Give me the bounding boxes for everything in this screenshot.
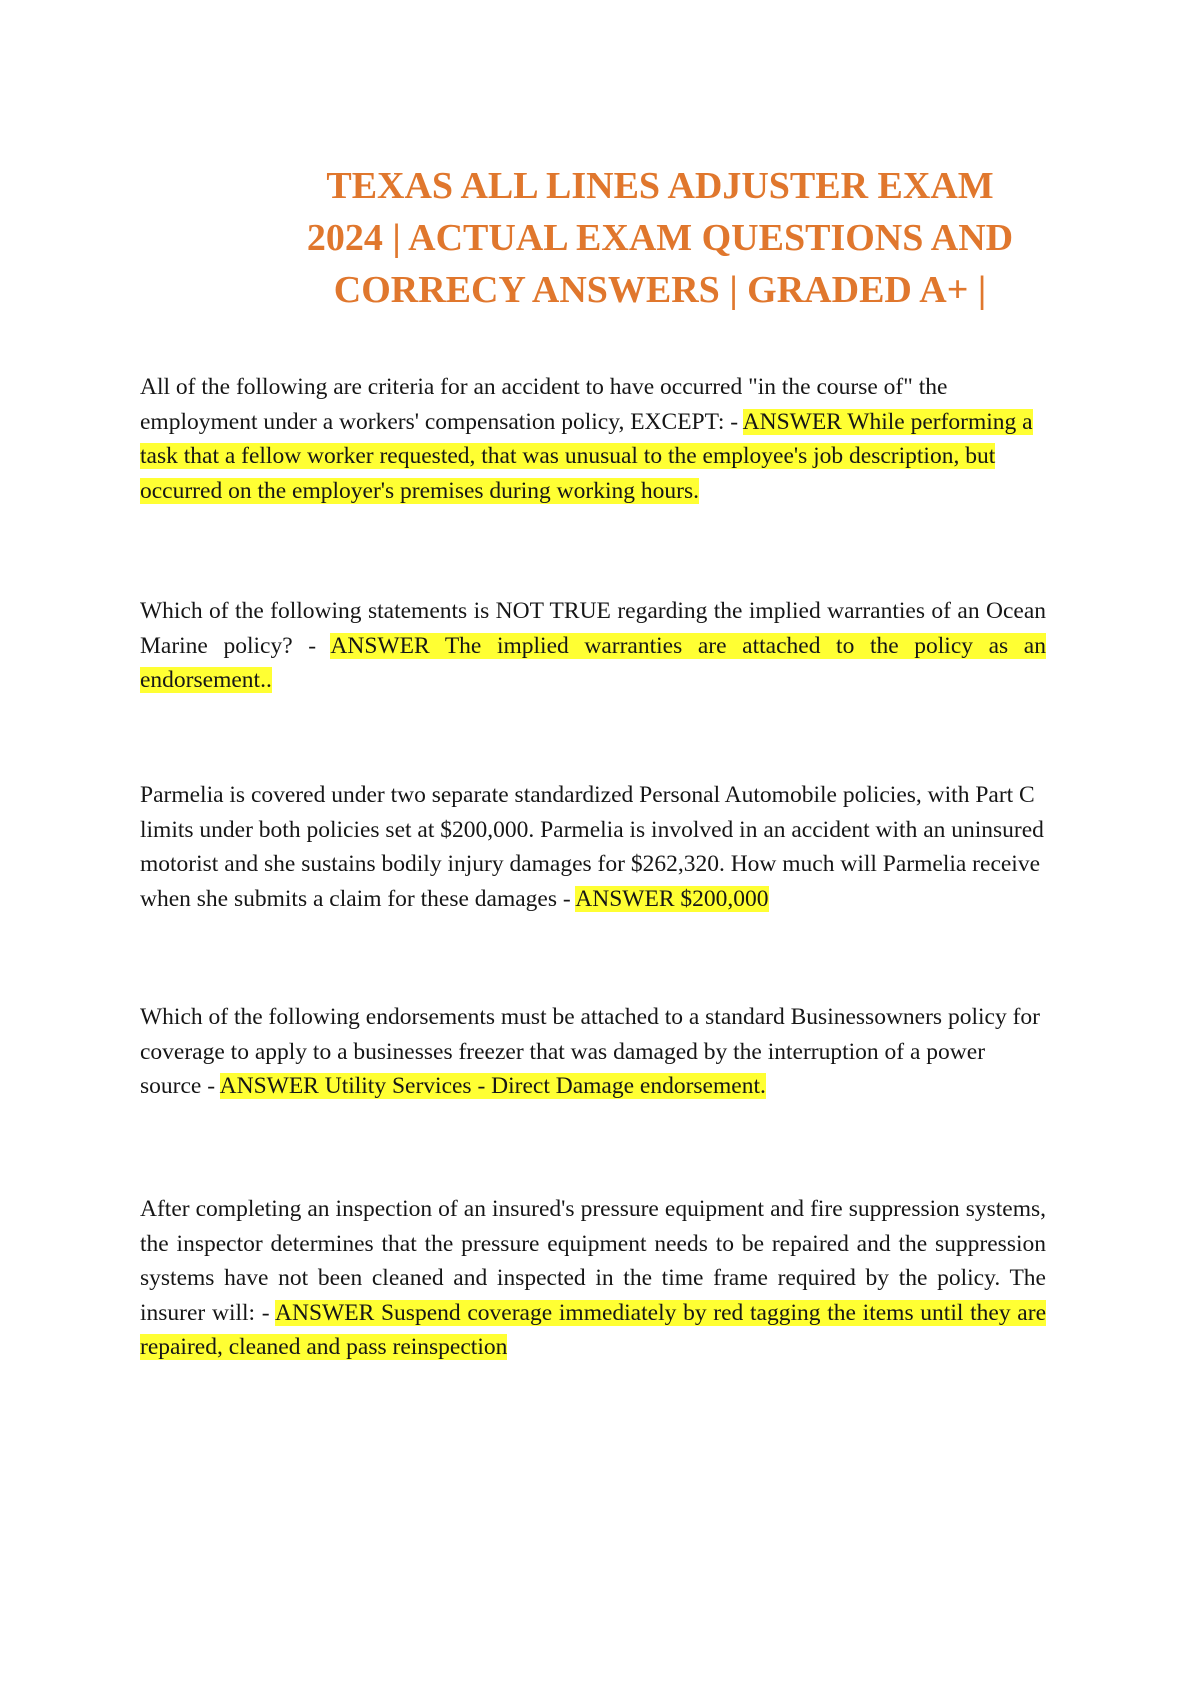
question-text: Which of the following endorsements must be attached to a standard Businessowners policy for coverage to apply to a businesses freezer that was damaged by the interruption of a power source -: [140, 1004, 1040, 1099]
qa-item: [140, 1192, 1046, 1365]
question-text: Which of the following statements is NOT TRUE regarding the implied warranties of an Ocean Marine policy? -: [140, 598, 1046, 659]
qa-item: [140, 778, 1046, 916]
qa-item: [140, 370, 1046, 508]
answer-highlight: ANSWER $200,000: [575, 885, 769, 912]
question-text: After completing an inspection of an insured's pressure equipment and fire suppression systems, the inspector determines that the pressure equipment needs to be repaired and the suppression systems have not been cleaned and inspected in the time frame required by the policy. The insurer will: -: [140, 1196, 1046, 1326]
answer-highlight: ANSWER Utility Services - Direct Damage endorsement.: [219, 1073, 766, 1099]
qa-item: [140, 1000, 1046, 1104]
question-text: Parmelia is covered under two separate standardized Personal Automobile policies, with Part C limits under both policies set at $200,000. Parmelia is involved in an accident with an uninsured motorist and she sustains bodily injury damages for $262,320. How much will Parmelia receive when she submits a claim for these damages -: [140, 782, 1044, 912]
document-title: TEXAS ALL LINES ADJUSTER EXAM 2024 | ACTUAL EXAM QUESTIONS AND CORRECY ANSWERS | GRADED A+ |: [306, 165, 1014, 311]
answer-highlight: ANSWER Suspend coverage immediately by red tagging the items until they are repaired, cleaned and pass reinspection: [140, 1299, 1046, 1360]
question-text: All of the following are criteria for an accident to have occurred "in the course of" the employment under a workers' compensation policy, EXCEPT: -: [140, 374, 948, 435]
answer-highlight: ANSWER While performing a task that a fellow worker requested, that was unusual to the employee's job description, but occurred on the employer's premises during working hours.: [140, 408, 1033, 504]
answer-highlight: ANSWER The implied warranties are attached to the policy as an endorsement..: [140, 632, 1046, 693]
qa-item: [140, 594, 1046, 698]
